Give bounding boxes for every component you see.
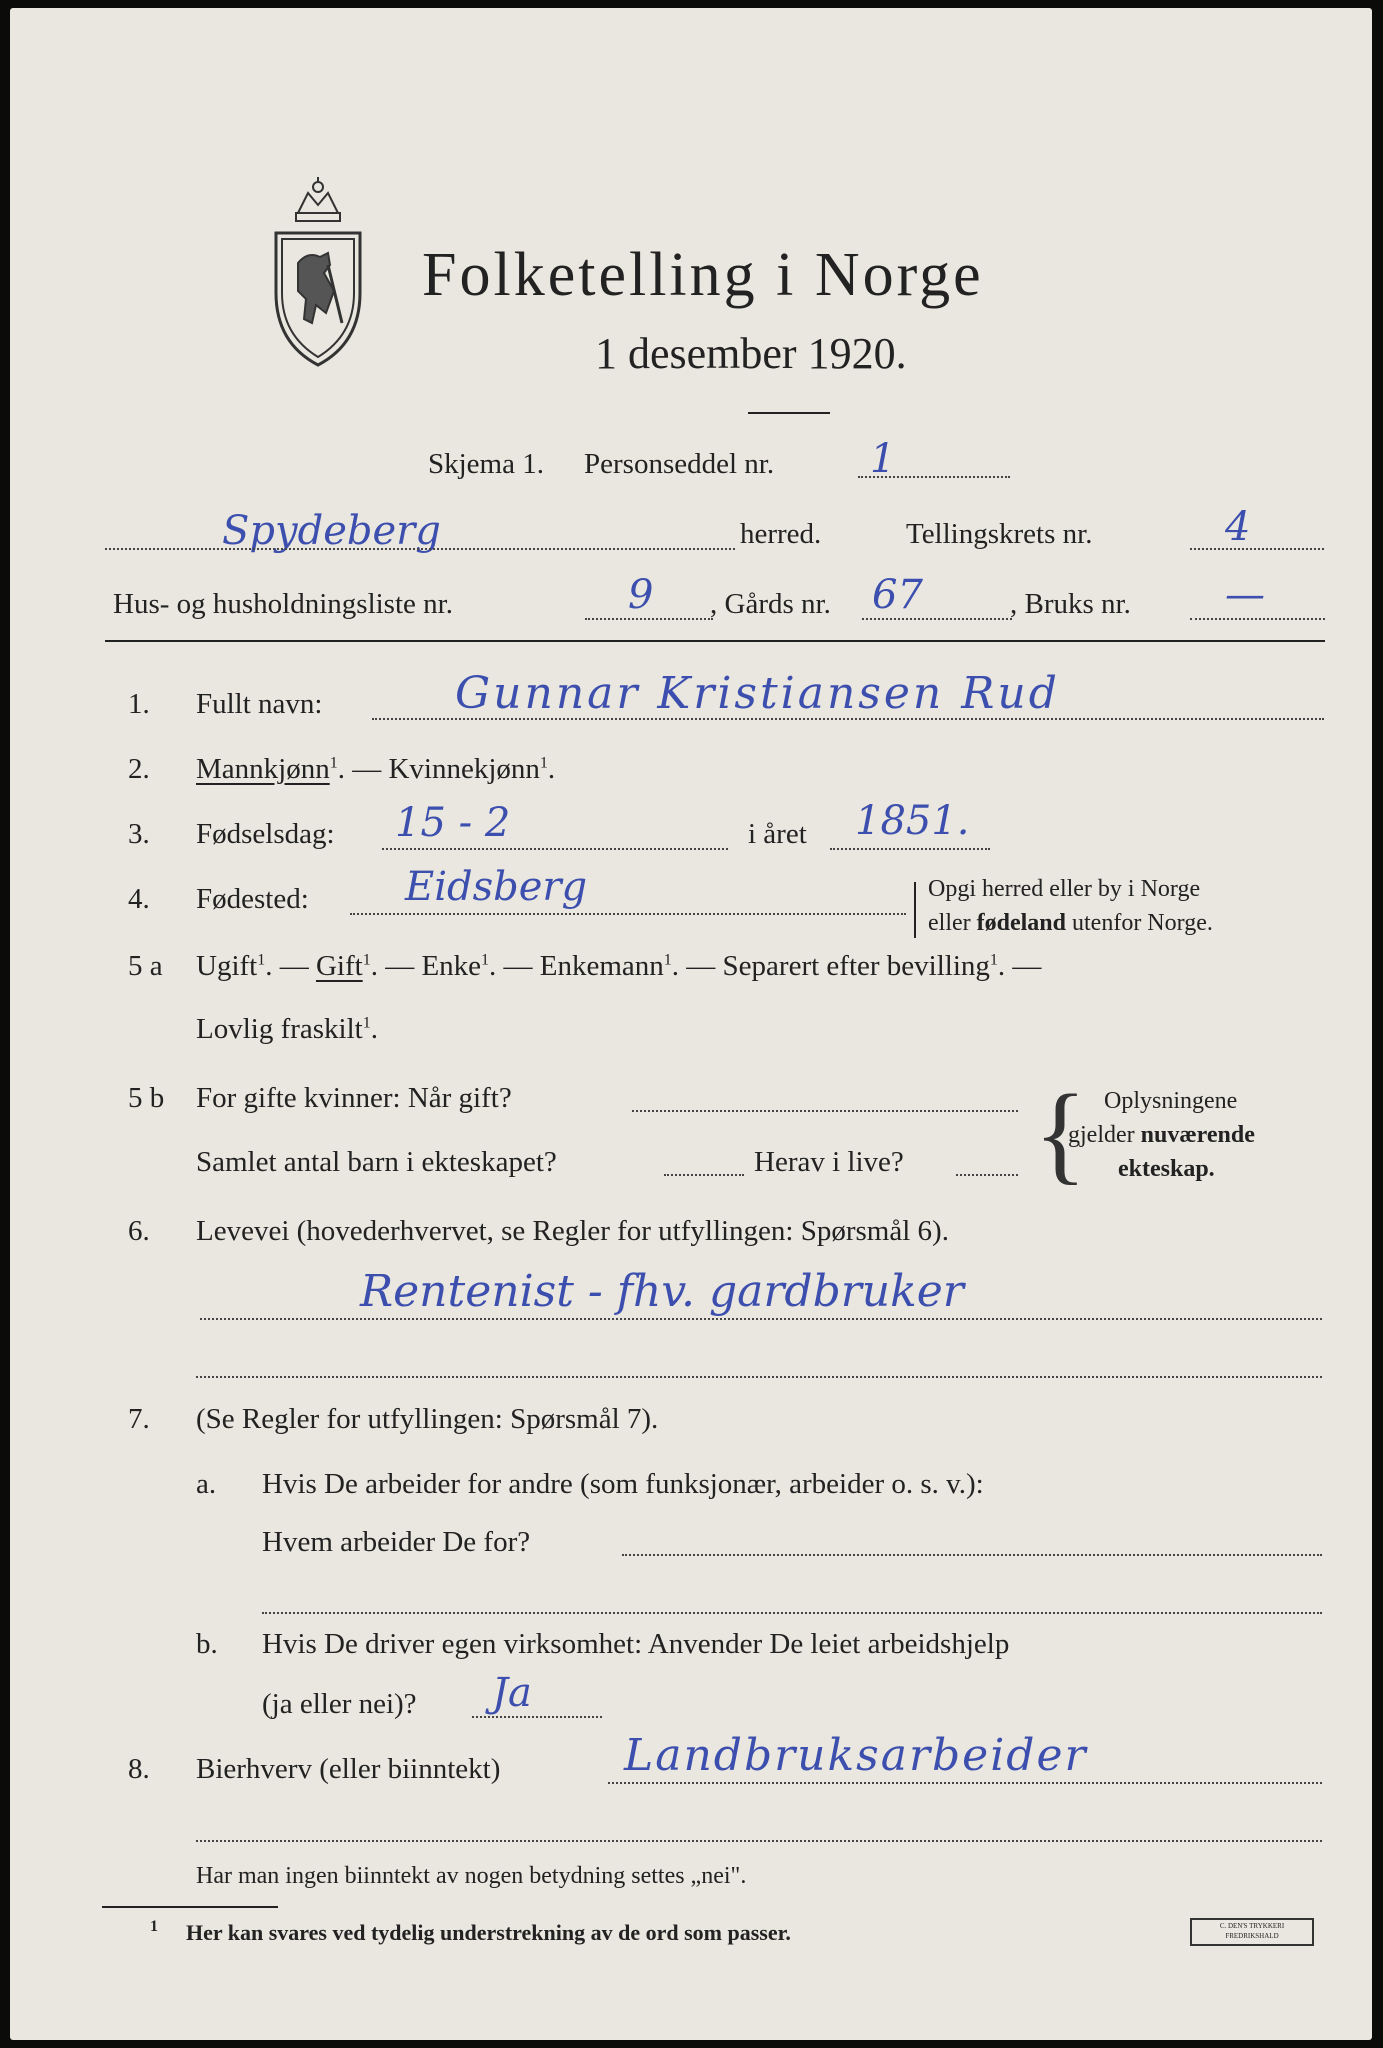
printer-stamp: C. DEN'S TRYKKERI FREDRIKSHALD (1190, 1918, 1314, 1946)
q5b-alive: Herav i live? (754, 1146, 904, 1178)
herred-value: Spydeberg (222, 508, 441, 554)
q4-line (350, 913, 906, 915)
personseddel-value: 1 (870, 436, 896, 482)
gards-line (862, 618, 1012, 620)
q3-year-label: i året (748, 818, 807, 850)
q1-number: 1. (128, 688, 150, 720)
footnote: Her kan svares ved tydelig understrekning av de ord som passer. (186, 1920, 791, 1945)
q6-number: 6. (128, 1215, 150, 1247)
q5a-number: 5 a (128, 950, 163, 982)
q3-label: Fødselsdag: (196, 818, 335, 850)
q7a-letter: a. (196, 1468, 217, 1500)
q7b-text: Hvis De driver egen virksomhet: Anvender De leiet arbeidshjelp (262, 1628, 1010, 1660)
q5b-children-line (664, 1174, 744, 1176)
hus-label: Hus- og husholdningsliste nr. (113, 588, 453, 620)
footnote-mark: 1 (150, 1918, 158, 1935)
q8-side-income: Landbruksarbeider (624, 1730, 1088, 1781)
q6-line2 (196, 1376, 1322, 1378)
q8-line (608, 1782, 1322, 1784)
q7-number: 7. (128, 1403, 150, 1435)
q4-label: Fødested: (196, 883, 309, 915)
q7b-line (472, 1716, 602, 1718)
herred-label: herred. (740, 518, 822, 550)
q3-birthdate: 15 - 2 (395, 800, 511, 846)
q3-line (382, 848, 728, 850)
q5b-line1: For gifte kvinner: Når gift? (196, 1082, 512, 1114)
q1-line (372, 718, 1324, 720)
form-title: Folketelling i Norge (422, 241, 984, 309)
q2-kvinnekjonn: Kvinnekjønn (388, 753, 540, 785)
gards-value: 67 (872, 572, 923, 618)
census-form (10, 8, 1372, 2040)
q5b-note3: ekteskap. (1118, 1156, 1215, 1182)
q4-number: 4. (128, 883, 150, 915)
title-divider (748, 412, 830, 414)
q4-note-line2: eller fødeland utenfor Norge. (928, 910, 1213, 936)
q5b-alive-line (956, 1174, 1018, 1176)
q8-label: Bierhverv (eller biinntekt) (196, 1753, 501, 1785)
bruks-label: , Bruks nr. (1010, 588, 1131, 620)
q8-number: 8. (128, 1753, 150, 1785)
q3-year-line (830, 848, 990, 850)
hus-value: 9 (628, 572, 654, 618)
q5b-children: Samlet antal barn i ekteskapet? (196, 1146, 557, 1178)
q4-bracket (914, 882, 916, 938)
census-date: 1 desember 1920. (595, 329, 907, 378)
header-divider (105, 640, 1325, 642)
q6-occupation: Rentenist - fhv. gardbruker (360, 1266, 964, 1317)
q4-birthplace: Eidsberg (405, 864, 588, 910)
q4-note-line1: Opgi herred eller by i Norge (928, 876, 1201, 902)
q7b-letter: b. (196, 1628, 218, 1660)
q5b-note2: gjelder nuværende (1068, 1122, 1255, 1148)
bruks-value: — (1225, 572, 1265, 618)
q5b-note1: Oplysningene (1104, 1088, 1238, 1114)
q7b-answer: Ja (492, 1670, 532, 1716)
q5b-brace: { (1034, 1072, 1087, 1194)
q7a-line (622, 1554, 1322, 1556)
q2-number: 2. (128, 753, 150, 785)
q2-mannkjonn: Mannkjønn (196, 753, 330, 785)
q7a-question: Hvem arbeider De for? (262, 1526, 531, 1558)
q7-label: (Se Regler for utfyllingen: Spørsmål 7). (196, 1403, 659, 1435)
q7a-text: Hvis De arbeider for andre (som funksjonær, arbeider o. s. v.): (262, 1468, 984, 1500)
coat-of-arms-icon (268, 173, 368, 373)
q1-label: Fullt navn: (196, 688, 323, 720)
q1-full-name: Gunnar Kristiansen Rud (455, 668, 1060, 719)
q5b-number: 5 b (128, 1082, 165, 1114)
tellingskrets-label: Tellingskrets nr. (906, 518, 1093, 550)
q5a-fraskilt: Lovlig fraskilt$^1$. (196, 1013, 378, 1045)
hus-line (585, 618, 713, 620)
q5b-married-line (632, 1110, 1018, 1112)
q3-number: 3. (128, 818, 150, 850)
q6-label: Levevei (hovederhvervet, se Regler for utfyllingen: Spørsmål 6). (196, 1215, 949, 1247)
q6-line (200, 1318, 1322, 1320)
q7a-line2 (262, 1612, 1322, 1614)
bruks-line (1190, 618, 1325, 620)
footer-note: Har man ingen biinntekt av nogen betydning settes „nei". (196, 1863, 747, 1889)
q7b-question: (ja eller nei)? (262, 1688, 417, 1720)
tellingskrets-value: 4 (1225, 504, 1251, 550)
personseddel-label: Personseddel nr. (584, 448, 775, 480)
q5a-options: Ugift$^1$. — Gift$^1$. — Enke$^1$. — Enkemann$^1$. — Separert efter bevilling$^1$. — (196, 950, 1042, 982)
gards-label: , Gårds nr. (710, 588, 831, 620)
footnote-divider (102, 1906, 278, 1908)
skjema-label: Skjema 1. (428, 448, 544, 480)
herred-line (105, 548, 735, 550)
q5a-gift: Gift (315, 950, 363, 982)
q2-gender-options: Mannkjønn$^1$. — Kvinnekjønn$^1$. (196, 753, 556, 785)
q3-birth-year: 1851. (855, 798, 970, 844)
tellingskrets-line (1190, 548, 1324, 550)
personseddel-line (858, 476, 1010, 478)
q8-line2 (196, 1840, 1322, 1842)
